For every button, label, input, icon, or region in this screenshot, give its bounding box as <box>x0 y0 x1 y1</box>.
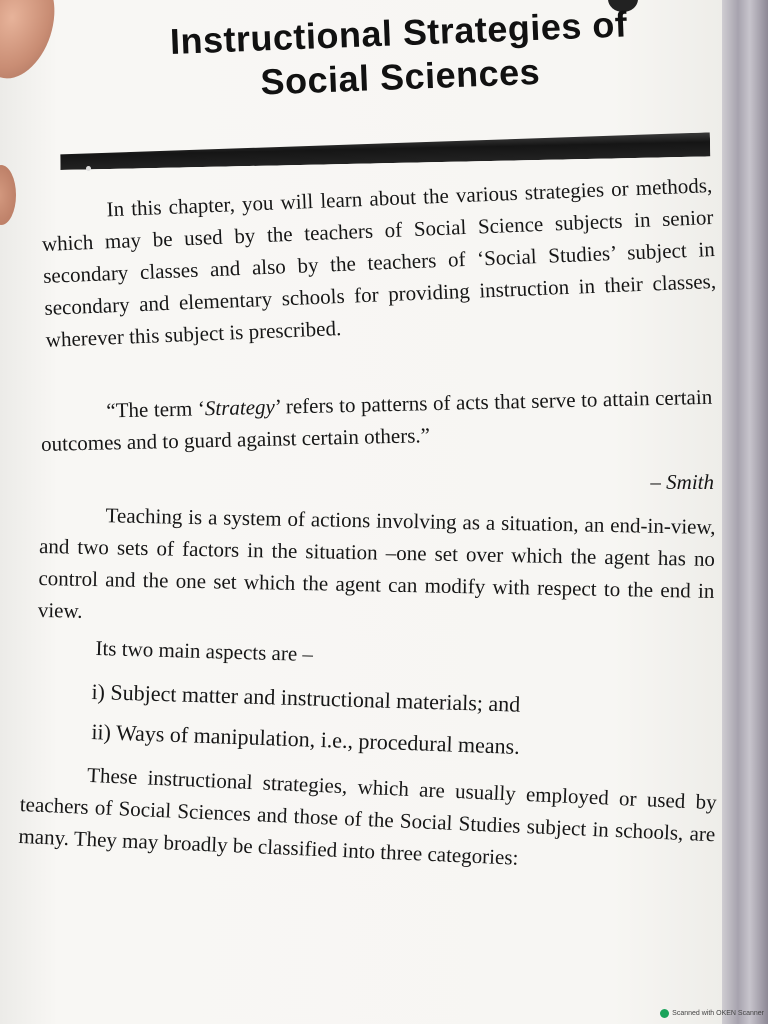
categories-paragraph: These instructional strategies, which are usually employed or used by teachers of Social Sciences and those of the Social Studies subject in schools, are many. They may broadly be classified into three categories: <box>17 762 718 870</box>
scanner-logo-icon <box>660 1009 669 1018</box>
quote-emphasis: Strategy <box>204 394 276 421</box>
aspect-item: i) Subject matter and instructional materials; and <box>91 678 521 717</box>
quote-attribution: – Smith <box>650 470 714 494</box>
teaching-paragraph: Teaching is a system of actions involving as a situation, an end-in-view, and two sets of factors in the situation –one set over which the agent has no control and the one set which the agent can modify with respect to the end in view. <box>37 503 716 623</box>
scanner-label: Scanned with OKEN Scanner <box>672 1010 764 1017</box>
aspect-item: ii) Ways of manipulation, i.e., procedural means. <box>91 718 521 759</box>
aspects-intro: Its two main aspects are – <box>95 635 314 667</box>
quote-start: “The term ‘ <box>106 396 206 423</box>
quote-end: ’ refers to patterns of acts that serve to attain certain outcomes and to guard against certain others.” <box>40 384 713 456</box>
intro-paragraph: In this chapter, you will learn about the various strategies or methods, which may be used by the teachers of Social Science subjects in senior secondary classes and also by the teachers of ‘Social Studies’ subject in secondary and elementary schools for providing instruction in their classes, wherever this subject is prescribed. <box>41 173 717 352</box>
chapter-title: Instructional Strategies of Social Sciences <box>169 3 629 103</box>
rule-dot <box>86 166 91 171</box>
scanner-watermark <box>660 1009 764 1018</box>
chapter-body <box>17 173 718 870</box>
book-spine <box>722 0 768 1024</box>
